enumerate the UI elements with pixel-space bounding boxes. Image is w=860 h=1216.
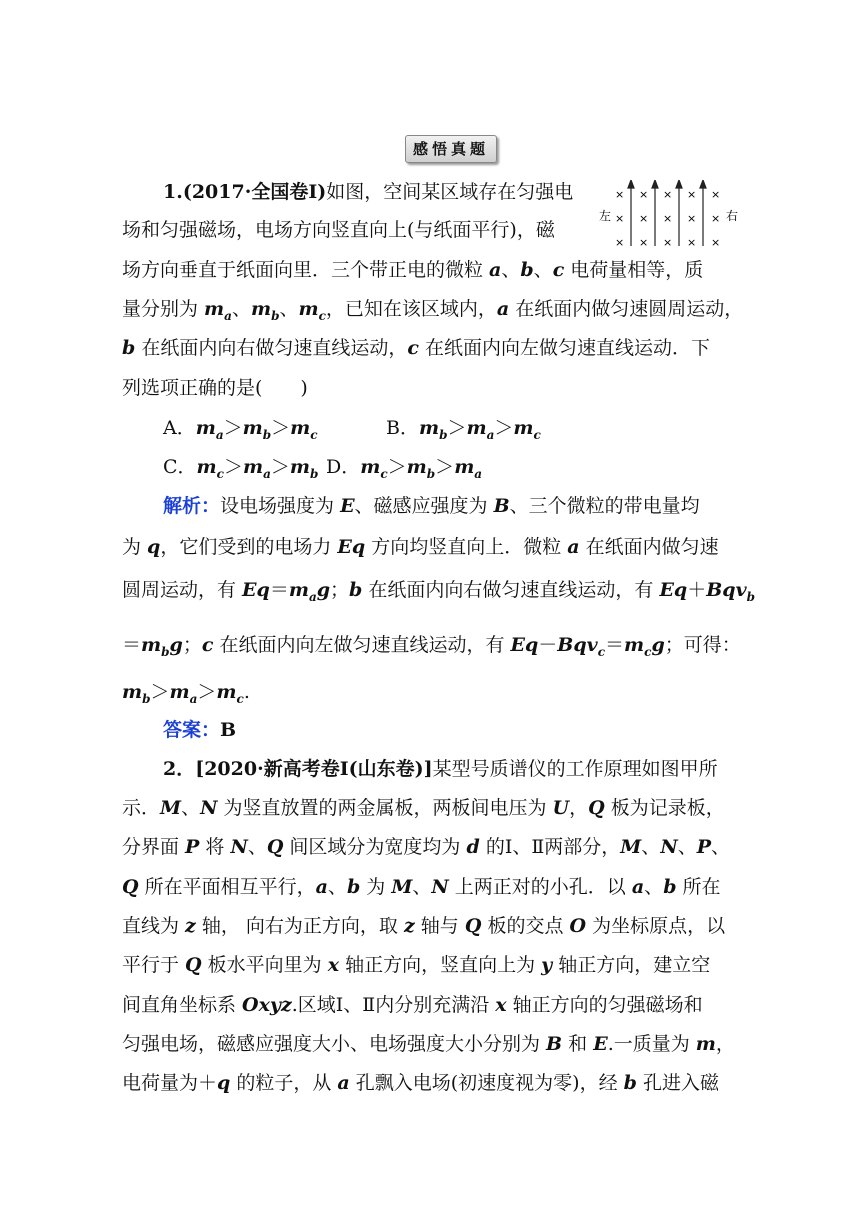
q2-line-9: 电荷量为＋q 的粒子，从 a 孔飘入电场(初速度视为零)，经 b 孔进入磁 [122,1072,719,1094]
field-cross-mark: × [711,212,721,225]
q1-line-6: 列选项正确的是( ) [122,377,308,399]
figure-right-label: 右 [726,209,739,223]
field-cross-mark: × [687,236,697,249]
q2-line-7: 间直角坐标系 Oxyz.区域Ⅰ、Ⅱ内分别充满沿 x 轴正方向的匀强磁场和 [122,994,703,1016]
q2-line-8: 匀强电场，磁感应强度大小、电场强度大小分别为 B 和 E.一质量为 m， [122,1033,735,1055]
field-diagram [595,180,745,250]
q1-line-2: 场和匀强磁场，电场方向竖直向上(与纸面平行)，磁 [122,219,555,241]
solution-line-4: $=m_bg$；c 在纸面内向左做匀速直线运动，有 $Eq-Bqv_c=m_cg$；可得： [122,634,741,659]
field-cross-mark: × [687,212,697,225]
field-cross-mark: × [663,236,673,249]
q2-line-2: 示．M、N 为竖直放置的两金属板，两板间电压为 U，Q 板为记录板， [122,797,725,819]
answer-label: 答案： [163,719,221,741]
q1-line-3: 场方向垂直于纸面向里．三个带正电的微粒 a、b、c 电荷量相等，质 [122,259,704,281]
field-cross-mark: × [663,188,673,201]
q2-line-5: 直线为 z 轴， 向右为正方向，取 z 轴与 Q 板的交点 O 为坐标原点，以 [122,915,726,937]
field-cross-mark: × [615,236,625,249]
q1-option-c: C．$m_c>m_a>m_b$ [163,456,319,481]
solution-line-3: 圆周运动，有 $Eq=m_ag$；b 在纸面内向右做匀速直线运动，有 Eq＋Bqv$_b$ [122,579,756,604]
field-cross-mark: × [711,236,721,249]
figure-left-label: 左 [599,209,612,223]
field-cross-mark: × [615,188,625,201]
q1-option-b: B．$m_b>m_a>m_c$ [386,417,541,442]
q2-line-6: 平行于 Q 板水平向里为 x 轴正方向，竖直向上为 y 轴正方向，建立空 [122,954,711,976]
q1-line-4: 量分别为 $m_a$、$m_b$、$m_c$，已知在该区域内，a 在纸面内做匀速圆周运动， [122,298,744,323]
field-cross-mark: × [687,188,697,201]
q2-line-3: 分界面 P 将 N、Q 间区域分为宽度均为 d 的Ⅰ、Ⅱ两部分，M、N、P、 [122,836,731,858]
q2-line-4: Q 所在平面相互平行，a、b 为 M、N 上两正对的小孔．以 a、b 所在 [122,876,721,898]
answer-value: B [220,719,237,741]
q1-option-a: A．$m_a>m_b>m_c$ [163,417,318,442]
field-cross-mark: × [639,212,649,225]
solution-line-2: 为 q，它们受到的电场力 Eq 方向均竖直向上．微粒 a 在纸面内做匀速 [122,536,719,558]
solution-line-5: $m_b>m_a>m_c$. [122,681,250,706]
field-cross-mark: × [663,212,673,225]
solution-label: 解析： [163,495,221,517]
field-cross-mark: × [615,212,625,225]
answer-line [163,718,236,742]
q1-option-d: D．$m_c>m_b>m_a$ [326,456,483,481]
q1-line-1: 1.(2017·全国卷Ⅰ)如图，空间某区域存在匀强电 [163,181,574,203]
q1-line-5: b 在纸面内向右做匀速直线运动，c 在纸面内向左做匀速直线运动．下 [122,337,710,359]
field-cross-mark: × [711,188,721,201]
field-cross-mark: × [639,236,649,249]
q2-line-1: 2．[2020·新高考卷Ⅰ(山东卷)]某型号质谱仪的工作原理如图甲所 [163,758,718,780]
solution-line-1: 解析：设电场强度为 E、磁感应强度为 B、三个微粒的带电量均 [163,495,700,517]
field-cross-mark: × [639,188,649,201]
section-header-badge: 感悟真题 [405,135,497,163]
